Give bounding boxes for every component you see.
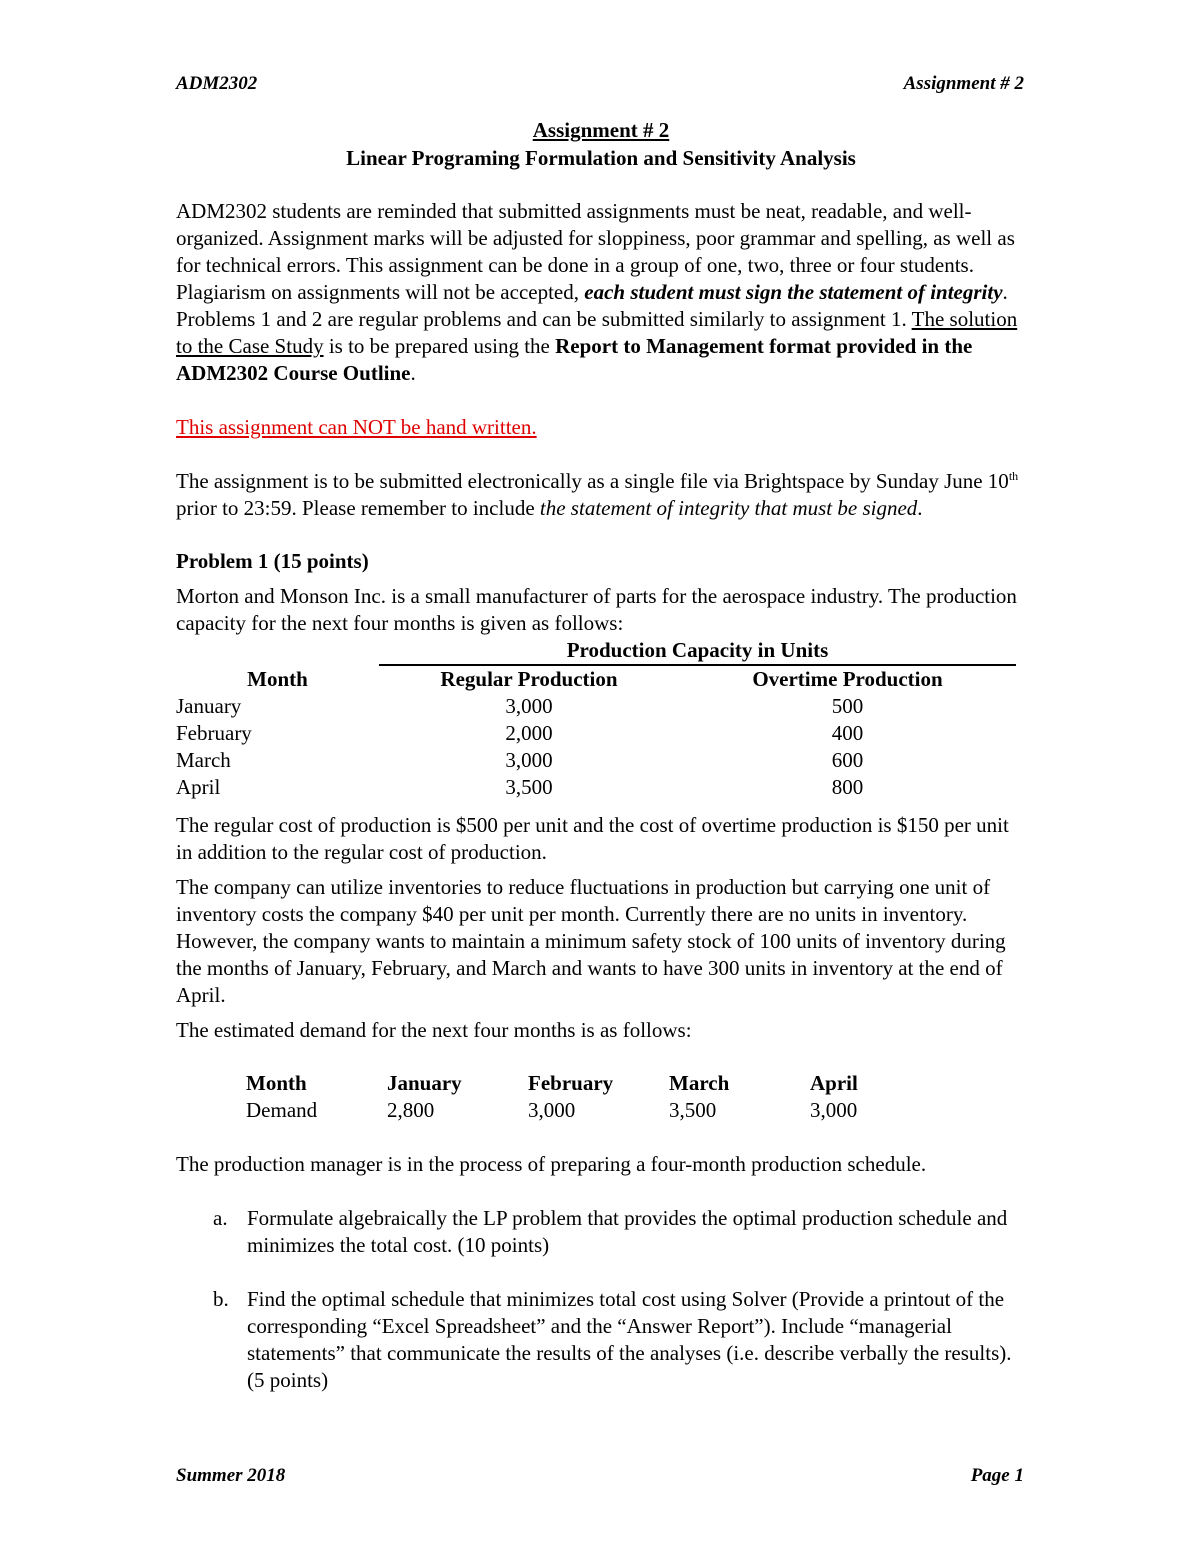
capacity-table-spacer: [176, 637, 379, 665]
capacity-cell-month: January: [176, 694, 242, 718]
demand-header-cell: Month: [246, 1071, 307, 1095]
intro-integrity-emphasis: each student must sign the statement of integrity: [584, 280, 1003, 304]
capacity-cell-overtime: 400: [831, 721, 864, 745]
demand-cell: 3,000: [528, 1098, 576, 1122]
document-title: Assignment # 2: [532, 118, 670, 142]
list-item-label: b.: [213, 1287, 229, 1311]
table-row: [246, 1070, 951, 1097]
submission-integrity-italic: the statement of integrity that must be signed: [539, 496, 918, 520]
list-item-text: Find the optimal schedule that minimizes total cost using Solver (Provide a printout of the corresponding “Excel Spreadsheet” and the “Answer Report”). Include “managerial statements” that communicate the results of the analyses (i.e. describe verbally the results). (5 points): [247, 1287, 1012, 1392]
list-item: [176, 1205, 1026, 1259]
table-row: [246, 1097, 951, 1124]
capacity-cell-overtime: 600: [831, 748, 864, 772]
capacity-cell-month: March: [176, 748, 231, 772]
table-row: [176, 774, 1016, 801]
submission-superscript: th: [1008, 469, 1019, 483]
demand-header-cell: April: [810, 1071, 858, 1095]
list-item: [176, 1286, 1026, 1394]
page-footer-term: Summer 2018: [176, 1465, 286, 1486]
capacity-cell-month: February: [176, 721, 252, 745]
question-list: [176, 1205, 1026, 1394]
submission-text-2: prior to 23:59. Please remember to include: [176, 496, 540, 520]
capacity-table: [176, 637, 1016, 801]
submission-text-1: The assignment is to be submitted electronically as a single file via Brightspace by Sunday June 10: [176, 469, 1009, 493]
problem-1-heading: Problem 1 (15 points): [176, 549, 369, 573]
demand-intro: The estimated demand for the next four months is as follows:: [176, 1018, 692, 1042]
page-footer-page-number: Page 1: [970, 1465, 1024, 1486]
intro-paragraph: [176, 198, 1026, 387]
demand-header-cell: February: [528, 1071, 614, 1095]
inventory-paragraph: The company can utilize inventories to reduce fluctuations in production but carrying one unit of inventory costs the company $40 per unit per month. Currently there are no units in inventory. However, the company wants to maintain a minimum safety stock of 100 units of inventory during the months of January, February, and March and wants to have 300 units in inventory at the end of April.: [176, 875, 1006, 1007]
demand-header-cell: March: [669, 1071, 730, 1095]
intro-text-2: . Problems 1 and 2 are regular problems and can be submitted similarly to assignment 1.: [176, 280, 1008, 331]
capacity-col-regular: Regular Production: [440, 667, 618, 691]
intro-case-study-underline: The solution to the Case Study: [176, 307, 1018, 358]
demand-table: [246, 1070, 951, 1124]
table-row: [176, 747, 1016, 774]
document-body: [176, 116, 1026, 1421]
schedule-paragraph: The production manager is in the process of preparing a four-month production schedule.: [176, 1152, 927, 1176]
intro-text-4: .: [410, 361, 416, 385]
capacity-cell-regular: 3,000: [505, 748, 553, 772]
page-header-assignment: Assignment # 2: [903, 73, 1024, 94]
demand-cell: 2,800: [387, 1098, 435, 1122]
capacity-cell-regular: 3,500: [505, 775, 553, 799]
capacity-cell-overtime: 800: [831, 775, 864, 799]
intro-text-3: is to be prepared using the: [323, 334, 556, 358]
capacity-cell-month: April: [176, 775, 221, 799]
capacity-col-overtime: Overtime Production: [752, 667, 943, 691]
demand-cell: 3,500: [669, 1098, 717, 1122]
list-item-text: Formulate algebraically the LP problem that provides the optimal production schedule and minimizes the total cost. (10 points): [247, 1206, 1008, 1257]
demand-cell: 3,000: [810, 1098, 858, 1122]
submission-paragraph: [176, 468, 1026, 522]
handwritten-notice: This assignment can NOT be hand written.: [176, 415, 537, 439]
page-header-course: ADM2302: [176, 73, 258, 94]
list-item-label: a.: [213, 1206, 228, 1230]
problem-1-intro: Morton and Monson Inc. is a small manufacturer of parts for the aerospace industry. The production capacity for the next four months is given as follows:: [176, 584, 1017, 635]
document-subtitle: Linear Programing Formulation and Sensitivity Analysis: [346, 146, 856, 170]
intro-text-1: ADM2302 students are reminded that submitted assignments must be neat, readable, and well-organized. Assignment marks will be adjusted for sloppiness, poor grammar and spelling, as well as for technical errors. This assignment can be done in a group of one, two, three or four students. Plagiarism on assignments will not be accepted,: [176, 199, 1015, 304]
intro-report-format-bold: Report to Management format provided in the ADM2302 Course Outline: [176, 334, 973, 385]
cost-paragraph: The regular cost of production is $500 per unit and the cost of overtime production is $150 per unit in addition to the regular cost of production.: [176, 813, 1009, 864]
capacity-cell-overtime: 500: [831, 694, 864, 718]
table-row: [176, 720, 1016, 747]
capacity-table-group-header: Production Capacity in Units: [379, 637, 1016, 665]
table-row: [176, 693, 1016, 720]
capacity-col-month: Month: [247, 666, 308, 691]
demand-header-cell: January: [387, 1071, 462, 1095]
capacity-cell-regular: 3,000: [505, 694, 553, 718]
capacity-cell-regular: 2,000: [505, 721, 553, 745]
demand-cell: Demand: [246, 1098, 318, 1122]
submission-text-3: .: [917, 496, 923, 520]
